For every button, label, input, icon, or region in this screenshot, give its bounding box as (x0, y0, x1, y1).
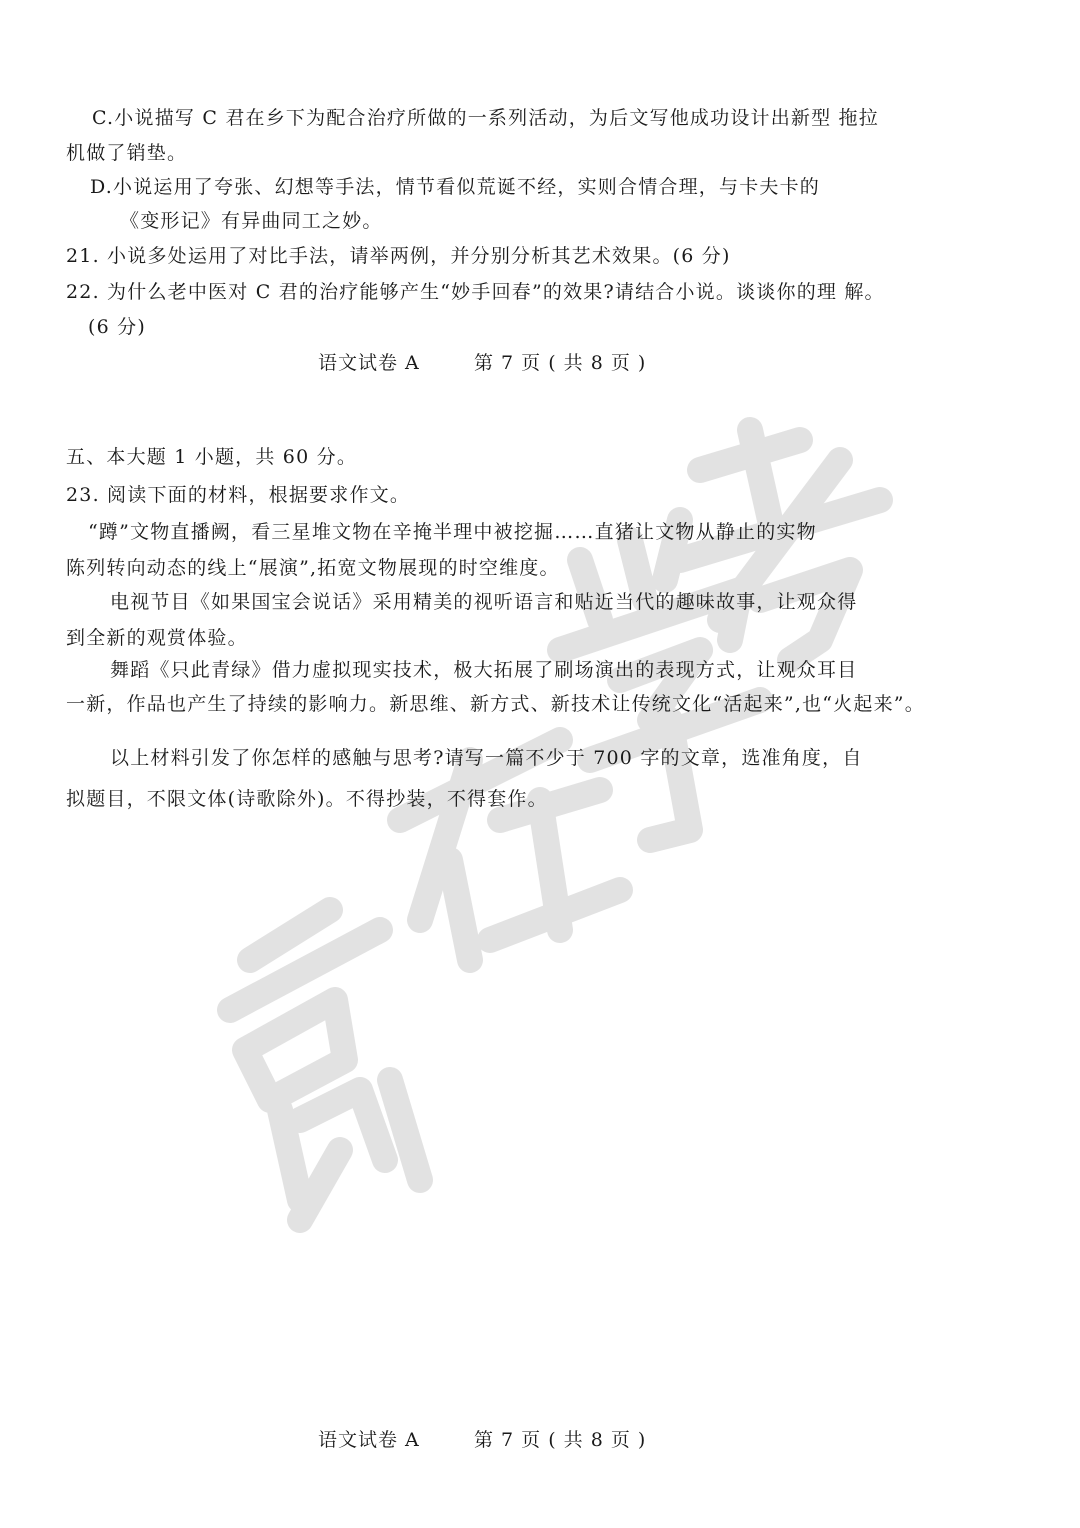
footer-top-right: 第 7 页 ( 共 8 页 ) (474, 352, 647, 374)
option-d-line2: 《变形记》有异曲同工之妙。 (120, 210, 383, 232)
option-d-line1: D.小说运用了夸张、幻想等手法，情节看似荒诞不经，实则合情合理，与卡夫卡的 (90, 176, 820, 198)
option-c-line2: 机做了销垫。 (66, 142, 188, 164)
material-p1-line2: 陈列转向动态的线上“展演”,拓宽文物展现的时空维度。 (66, 557, 560, 579)
footer-bottom-left: 语文试卷 A (318, 1429, 420, 1451)
material-p2-line1: 电视节目《如果国宝会说话》采用精美的视听语言和贴近当代的趣味故事，让观众得 (110, 591, 858, 613)
question-22-line2: (6 分) (88, 316, 146, 338)
footer-top-left: 语文试卷 A (318, 352, 420, 374)
material-p3-line1: 舞蹈《只此青绿》借力虚拟现实技术，极大拓展了刷场演出的表现方式，让观众耳目 (110, 659, 858, 681)
material-p1-line1: “蹲”文物直播阙，看三星堆文物在辛掩半理中被挖掘……直猪让文物从静止的实物 (88, 521, 817, 543)
option-c-line1: C.小说描写 C 君在乡下为配合治疗所做的一系列活动，为后文写他成功设计出新型 拖拉 (92, 107, 879, 129)
material-p4-line2: 拟题目，不限文体(诗歌除外)。不得抄装，不得套作。 (66, 788, 548, 810)
footer-bottom-right: 第 7 页 ( 共 8 页 ) (474, 1429, 647, 1451)
section-5-heading: 五、本大题 1 小题，共 60 分。 (66, 446, 358, 468)
material-p2-line2: 到全新的观赏体验。 (66, 627, 248, 649)
material-p4-line1: 以上材料引发了你怎样的感触与思考?请写一篇不少于 700 字的文章，选准角度，自 (110, 747, 863, 769)
question-23: 23. 阅读下面的材料，根据要求作文。 (66, 484, 411, 506)
question-21: 21. 小说多处运用了对比手法，请举两例，并分别分析其艺术效果。(6 分) (66, 245, 731, 267)
question-22-line1: 22. 为什么老中医对 C 君的治疗能够产生“妙手回春”的效果?请结合小说。谈谈你的理 解。 (66, 281, 885, 303)
material-p3-line2: 一新，作品也产生了持续的影响力。新思维、新方式、新技术让传统文化“活起来”,也“火起来”。 (66, 693, 925, 715)
